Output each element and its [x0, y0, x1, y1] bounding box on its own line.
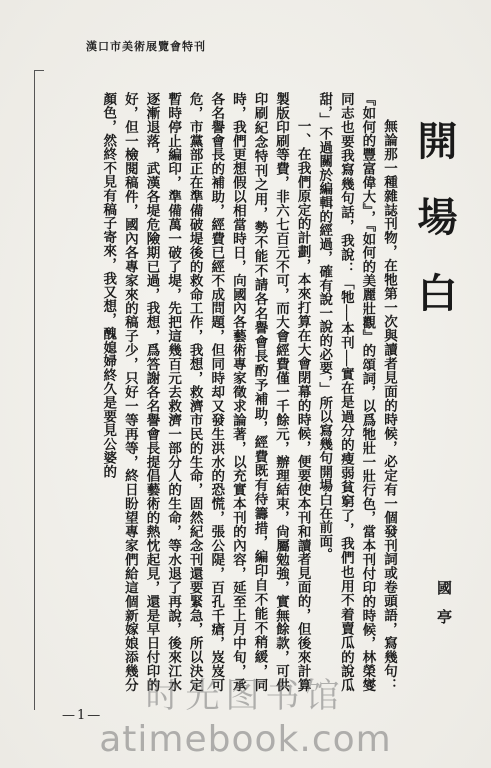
frame-border-left — [34, 70, 35, 710]
article-title: 開場白 — [411, 120, 457, 348]
running-head: 漢口市美術展覽會特刊 — [86, 40, 206, 53]
body-paragraph-intro: 無論那一種雜誌刊物，在牠第一次與讀者見面的時候，必定有一個發刊詞或卷頭語，寫幾句：『如何的豐富偉大』，『如何的美麗壯觀』的頌詞，以爲牠壯一壯行色，當本刊付印的時候，林榮燮同志也要我寫幾句話，我說：「牠──本刊──實在是過分的瘦弱貧窮了，我們也用不着賣瓜的說瓜甜，」不過關於編輯的經過，確有說一說的必要，」所以寫幾句開場白在前面。 — [316, 92, 397, 692]
article-body — [39, 92, 399, 692]
frame-border-top — [34, 70, 44, 71]
article-author: 國亭 — [435, 580, 453, 638]
watermark-url: atimebook.com — [99, 719, 392, 760]
body-paragraph-point-1: 一、在我們原定的計劃，本來打算在大會閉幕的時候，便要使本刊和讀者見面的，但後來計算製版印刷等費，非六七百元不可，而大會經費僅一千餘元，辦理結束，尙屬勉強，實無餘款，可供印刷紀念特刊之用，勢不能不請各名譽會長酌予補助，經費既有待籌措，編印自不能不稍緩，同時，我們更想假以相當時日，向國內各藝術專家徵求論著，以充實本刊的內容，延至上月中旬，承各名譽會長的補助，經費已經不成問題，但同時却又發生洪水的恐慌，張公隄，百孔千瘡，岌岌可危，市黨部正在準備破堤後的救命工作，我想，救濟市民的生命，固然紀念刊還要緊急，所以決定暫時停止編印，準備萬一破了堤，先把這幾百元去救濟一部分人的生命，等水退了再說，後來江水逐漸退落，武漢各堤危險期已過，我想，爲答謝各名譽會長提倡藝術的熱忱起見，還是早日付印的好，但一檢閱稿件，國內各專家來的稿子少，只好一等再等，終日盼望專家們給這個新嫁娘添幾分顏色，然終不見有稿子寄來，我又想，醜媳婦終久是要見公婆的 — [100, 92, 311, 692]
page-number: —1— — [62, 708, 103, 723]
watermark-chinese: 时光图书馆 — [145, 676, 346, 716]
